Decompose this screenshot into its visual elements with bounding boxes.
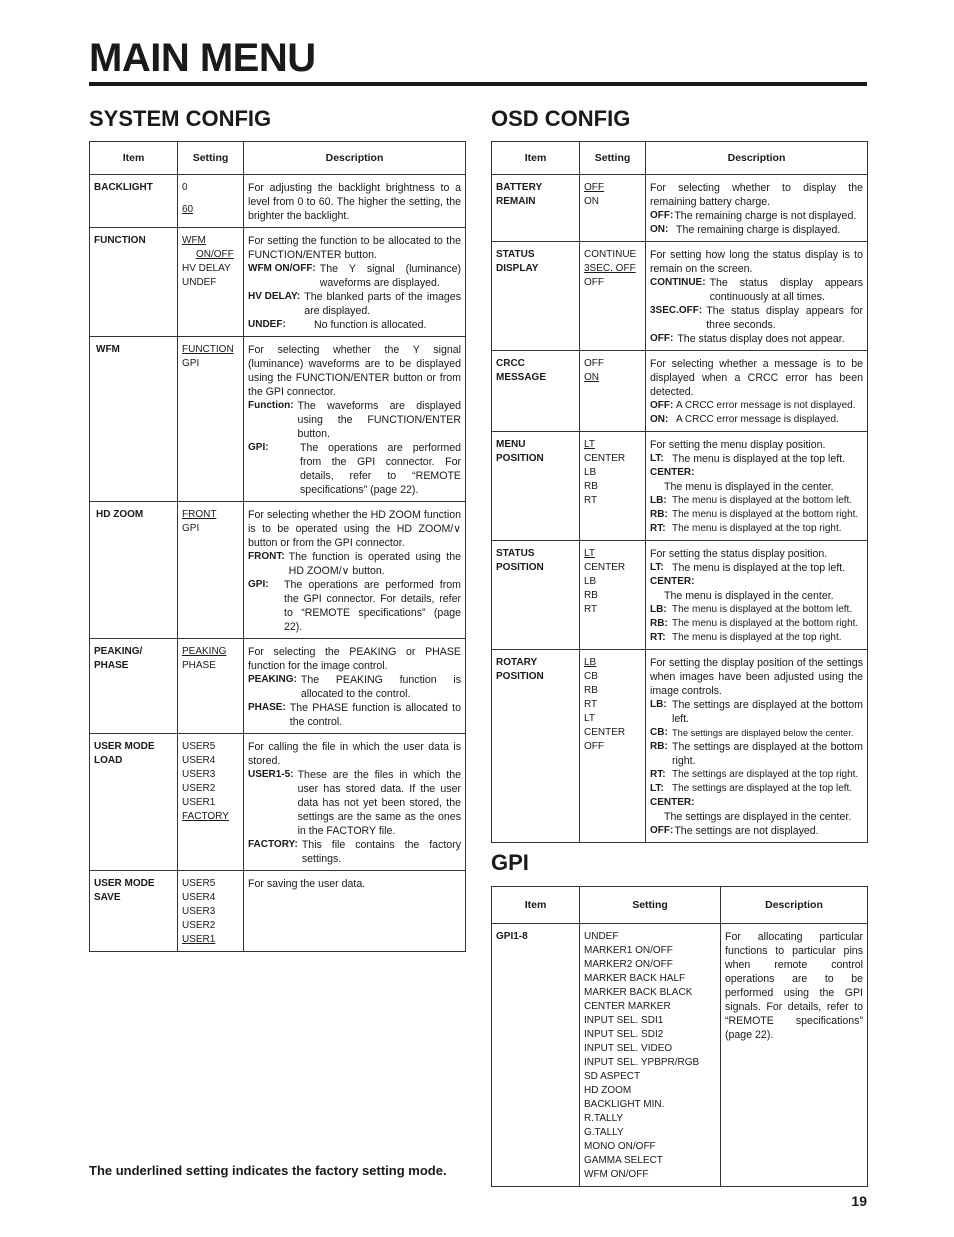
setting-option-default: WFM	[182, 235, 206, 246]
description-text: For selecting whether the Y signal (luminance) waveforms are to be displayed using the FUNCTION/ENTER button or from the GPI connector.	[248, 344, 461, 398]
setting-option-default: LT	[584, 548, 595, 559]
table-header-row	[492, 887, 868, 924]
table-row	[90, 175, 466, 228]
setting-list	[178, 502, 244, 639]
item-wfm: WFM	[90, 337, 178, 502]
option-text: The menu is displayed at the top left.	[672, 562, 846, 574]
option-text: The settings are displayed at the top right.	[672, 769, 859, 780]
setting-option: RB	[584, 685, 598, 696]
option-key: RT:	[650, 523, 666, 534]
table-row	[90, 734, 466, 871]
setting-option: G.TALLY	[584, 1127, 624, 1138]
option-key: USER1-5:	[248, 769, 294, 780]
table-row	[492, 650, 868, 843]
option-key: GPI:	[248, 579, 269, 590]
option-text: A CRCC error message is not displayed.	[676, 400, 856, 411]
description	[244, 734, 466, 871]
table-row	[492, 351, 868, 432]
option-key: CONTINUE:	[650, 277, 706, 288]
option-text: The settings are displayed in the center.	[664, 811, 852, 823]
setting-option: RT	[584, 604, 598, 615]
setting-option-default: 60	[182, 204, 194, 215]
table-row	[492, 924, 868, 1187]
option-key: RB:	[650, 618, 668, 629]
header-item: Item	[90, 142, 178, 175]
option-key: CENTER:	[650, 576, 695, 587]
description-text: For setting the display position of the settings when images have been adjusted using the image controls.	[650, 657, 863, 697]
setting-option: USER3	[182, 906, 216, 917]
setting-option: MARKER BACK HALF	[584, 973, 686, 984]
description-text: For saving the user data.	[248, 878, 366, 890]
option-text: The remaining charge is not displayed.	[674, 210, 857, 222]
description	[244, 175, 466, 228]
option-key: OFF:	[650, 825, 674, 836]
description-text: For calling the file in which the user data is stored.	[248, 741, 461, 767]
option-key: UNDEF:	[248, 319, 286, 330]
setting-option: USER4	[182, 892, 216, 903]
item-rotary-position	[492, 650, 580, 843]
description	[646, 541, 868, 650]
table-row	[90, 337, 466, 502]
setting-option: BACKLIGHT MIN.	[584, 1099, 665, 1110]
setting-option: USER2	[182, 920, 216, 931]
setting-option-default: LT	[584, 439, 595, 450]
setting-option: USER4	[182, 755, 216, 766]
option-text: The menu is displayed at the bottom left.	[672, 495, 853, 506]
setting-option-default: FUNCTION	[182, 344, 234, 355]
description-text: For setting the status display position.	[650, 548, 828, 560]
option-text: The Y signal (luminance) waveforms are displayed.	[319, 263, 461, 289]
setting-option: USER3	[182, 769, 216, 780]
setting-option: INPUT SEL. YPBPR/RGB	[584, 1057, 700, 1068]
setting-option-default: FACTORY	[182, 811, 229, 822]
setting-option: CB	[584, 671, 598, 682]
item-label: USER MODE	[94, 741, 155, 752]
setting-option: MONO ON/OFF	[584, 1141, 656, 1152]
option-key: OFF:	[650, 210, 674, 221]
description	[646, 242, 868, 351]
setting-list	[178, 337, 244, 502]
table-row	[492, 175, 868, 242]
setting-option: INPUT SEL. SDI1	[584, 1015, 664, 1026]
setting-option: GPI	[182, 523, 200, 534]
option-text: The settings are displayed at the bottom left.	[672, 699, 863, 725]
setting-option: INPUT SEL. VIDEO	[584, 1043, 673, 1054]
setting-option: LB	[584, 576, 597, 587]
option-text: The PHASE function is allocated to the control.	[289, 702, 461, 728]
table-row	[90, 502, 466, 639]
item-label: LOAD	[94, 755, 123, 766]
setting-list	[178, 639, 244, 734]
setting-option: USER2	[182, 783, 216, 794]
description	[646, 650, 868, 843]
setting-option: LT	[584, 713, 595, 724]
description	[646, 351, 868, 432]
option-text: The settings are displayed at the bottom right.	[672, 741, 863, 767]
description-text: For selecting the PEAKING or PHASE function for the image control.	[248, 646, 461, 672]
setting-list	[178, 175, 244, 228]
setting-option: UNDEF	[182, 277, 217, 288]
system-config-heading: SYSTEM CONFIG	[89, 106, 272, 131]
option-text: The menu is displayed at the top left.	[672, 453, 846, 465]
option-key: GPI:	[248, 442, 269, 453]
item-user-mode-load	[90, 734, 178, 871]
setting-option: LB	[584, 467, 597, 478]
option-key: HV DELAY:	[248, 291, 301, 302]
setting-option: OFF	[584, 358, 604, 369]
table-row	[492, 242, 868, 351]
setting-list	[580, 924, 721, 1187]
item-battery-remain: BATTERY REMAIN	[492, 175, 580, 242]
setting-option-default: ON/OFF	[196, 249, 234, 260]
option-text: The menu is displayed at the top right.	[672, 523, 842, 534]
setting-option: MARKER BACK BLACK	[584, 987, 693, 998]
description	[244, 337, 466, 502]
setting-option-default: FRONT	[182, 509, 217, 520]
option-key: PHASE:	[248, 702, 286, 713]
description	[646, 175, 868, 242]
setting-option: USER1	[182, 797, 216, 808]
table-row	[90, 228, 466, 337]
option-key: RB:	[650, 741, 668, 752]
option-text: The menu is displayed at the bottom right.	[672, 618, 859, 629]
item-status-position: STATUS POSITION	[492, 541, 580, 650]
setting-option: GPI	[182, 358, 200, 369]
item-menu-position: MENU POSITION	[492, 432, 580, 541]
description-text: For selecting whether the HD ZOOM function is to be operated using the HD ZOOM/∨ button or from the GPI connector.	[248, 509, 461, 549]
option-key: RT:	[650, 632, 666, 643]
option-text: The operations are performed from the GPI connector. For details, refer to “REMOTE specifications” (page 22).	[300, 442, 461, 496]
setting-option-default: USER1	[182, 934, 216, 945]
option-key: FRONT:	[248, 551, 285, 562]
description	[721, 924, 868, 1187]
setting-option: CENTER MARKER	[584, 1001, 671, 1012]
setting-list	[580, 351, 646, 432]
option-text: The status display appears for three seconds.	[706, 305, 863, 331]
description-text: For adjusting the backlight brightness to a level from 0 to 60. The higher the setting, the brighter the backlight.	[248, 182, 461, 222]
setting-list	[580, 242, 646, 351]
setting-option: OFF	[584, 741, 604, 752]
setting-list	[178, 734, 244, 871]
setting-list	[178, 228, 244, 337]
item-function: FUNCTION	[90, 228, 178, 337]
setting-option: RT	[584, 495, 598, 506]
description	[244, 228, 466, 337]
option-key: OFF:	[650, 333, 674, 344]
setting-option: USER5	[182, 741, 216, 752]
item-user-mode-save: USER MODE SAVE	[90, 871, 178, 952]
setting-option: 0	[182, 182, 188, 193]
setting-option: MARKER1 ON/OFF	[584, 945, 673, 956]
title-rule	[89, 82, 867, 86]
setting-option: OFF	[584, 277, 604, 288]
description	[244, 871, 466, 952]
page-number: 19	[851, 1193, 867, 1209]
setting-option: RT	[584, 699, 598, 710]
option-key: LB:	[650, 699, 667, 710]
option-text: The waveforms are displayed using the FUNCTION/ENTER button.	[297, 400, 461, 440]
description-text: For setting how long the status display is to remain on the screen.	[650, 249, 863, 275]
setting-option: RB	[584, 481, 598, 492]
option-text: The menu is displayed at the top right.	[672, 632, 842, 643]
option-key: LB:	[650, 604, 667, 615]
setting-list	[580, 432, 646, 541]
item-label: ROTARY	[496, 657, 538, 668]
option-key: PEAKING:	[248, 674, 297, 685]
option-text: These are the files in which the user has stored data. If the user data has not yet been stored, the settings are the same as the ones in the FACTORY file.	[297, 769, 461, 837]
gpi-table	[491, 886, 868, 1187]
header-item: Item	[492, 142, 580, 175]
item-backlight: BACKLIGHT	[90, 175, 178, 228]
setting-option: PHASE	[182, 660, 216, 671]
description	[646, 432, 868, 541]
option-key: WFM ON/OFF:	[248, 263, 316, 274]
header-description: Description	[646, 142, 868, 175]
option-text: The menu is displayed at the bottom right.	[672, 509, 859, 520]
setting-option: WFM ON/OFF	[584, 1169, 649, 1180]
header-description: Description	[721, 887, 868, 924]
setting-list	[580, 541, 646, 650]
option-key: RB:	[650, 509, 668, 520]
option-key: RT:	[650, 769, 666, 780]
description-text: For setting the menu display position.	[650, 439, 826, 451]
option-key: LB:	[650, 495, 667, 506]
system-config-table	[89, 141, 466, 952]
setting-option: R.TALLY	[584, 1113, 624, 1124]
header-setting: Setting	[580, 142, 646, 175]
osd-config-table	[491, 141, 868, 843]
setting-option-default: LB	[584, 657, 597, 668]
description-text: For allocating particular functions to particular pins when remote control operations are to be performed using the GPI signals. For details, refer to “REMOTE specifications” (page 22).	[725, 931, 863, 1041]
setting-option-default: PEAKING	[182, 646, 227, 657]
setting-option: CENTER	[584, 453, 626, 464]
description	[244, 639, 466, 734]
option-key: 3SEC.OFF:	[650, 305, 703, 316]
option-text: The settings are not displayed.	[674, 825, 819, 837]
table-header-row	[90, 142, 466, 175]
option-text: The function is operated using the HD ZOOM/∨ button.	[288, 551, 461, 577]
option-key: OFF:	[650, 400, 674, 411]
setting-option-default: OFF	[584, 182, 604, 193]
option-key: LT:	[650, 453, 664, 464]
option-text: The settings are displayed below the center.	[672, 728, 854, 738]
setting-option: CONTINUE	[584, 249, 637, 260]
option-text: The menu is displayed at the bottom left.	[672, 604, 853, 615]
osd-config-heading: OSD CONFIG	[491, 106, 631, 131]
item-gpi1-8: GPI1-8	[492, 924, 580, 1187]
table-row	[492, 432, 868, 541]
setting-option: USER5	[182, 878, 216, 889]
item-label: POSITION	[496, 671, 544, 682]
setting-option: CENTER	[584, 562, 626, 573]
table-row	[90, 639, 466, 734]
table-row	[90, 871, 466, 952]
option-text: The settings are displayed at the top left.	[672, 783, 853, 794]
setting-option-default: ON	[584, 372, 599, 383]
table-row	[492, 541, 868, 650]
setting-option: RB	[584, 590, 598, 601]
option-key: CENTER:	[650, 797, 695, 808]
option-key: FACTORY:	[248, 839, 298, 850]
option-key: ON:	[650, 224, 669, 235]
setting-option: MARKER2 ON/OFF	[584, 959, 673, 970]
option-text: This file contains the factory settings.	[301, 839, 461, 865]
description	[244, 502, 466, 639]
option-text: The PEAKING function is allocated to the control.	[300, 674, 461, 700]
header-setting: Setting	[178, 142, 244, 175]
setting-option: ON	[584, 196, 599, 207]
description-text: For selecting whether to display the remaining battery charge.	[650, 182, 863, 208]
option-text: The menu is displayed in the center.	[664, 481, 834, 493]
setting-option: SD ASPECT	[584, 1071, 641, 1082]
option-text: The menu is displayed in the center.	[664, 590, 834, 602]
setting-option: HV DELAY	[182, 263, 231, 274]
item-hd-zoom: HD ZOOM	[90, 502, 178, 639]
setting-list	[580, 175, 646, 242]
option-text: The status display does not appear.	[677, 333, 845, 345]
setting-option: GAMMA SELECT	[584, 1155, 663, 1166]
header-setting: Setting	[580, 887, 721, 924]
option-text: No function is allocated.	[314, 319, 427, 331]
option-key: LT:	[650, 562, 664, 573]
setting-option: INPUT SEL. SDI2	[584, 1029, 664, 1040]
option-key: ON:	[650, 414, 669, 425]
option-text: The blanked parts of the images are displayed.	[304, 291, 461, 317]
option-key: LT:	[650, 783, 664, 794]
setting-option: CENTER	[584, 727, 626, 738]
option-key: CENTER:	[650, 467, 695, 478]
option-text: The remaining charge is displayed.	[676, 224, 841, 236]
setting-option: HD ZOOM	[584, 1085, 632, 1096]
setting-option: UNDEF	[584, 931, 619, 942]
page-title: MAIN MENU	[89, 36, 316, 80]
description-text: For setting the function to be allocated to the FUNCTION/ENTER button.	[248, 235, 461, 261]
footnote: The underlined setting indicates the factory setting mode.	[89, 1163, 447, 1178]
option-text: The status display appears continuously at all times.	[709, 277, 863, 303]
item-peaking-phase: PEAKING/ PHASE	[90, 639, 178, 734]
table-header-row	[492, 142, 868, 175]
header-description: Description	[244, 142, 466, 175]
item-status-display: STATUS DISPLAY	[492, 242, 580, 351]
setting-option-default: 3SEC. OFF	[584, 263, 636, 274]
option-key: Function:	[248, 400, 294, 411]
option-key: CB:	[650, 727, 668, 738]
option-text: A CRCC error message is displayed.	[676, 414, 839, 425]
setting-list	[580, 650, 646, 843]
header-item: Item	[492, 887, 580, 924]
item-crcc-message: CRCC MESSAGE	[492, 351, 580, 432]
option-text: The operations are performed from the GPI connector. For details, refer to “REMOTE specifications” (page 22).	[284, 579, 461, 633]
setting-list	[178, 871, 244, 952]
description-text: For selecting whether a message is to be displayed when a CRCC error has been detected.	[650, 358, 863, 398]
gpi-heading: GPI	[491, 850, 529, 875]
